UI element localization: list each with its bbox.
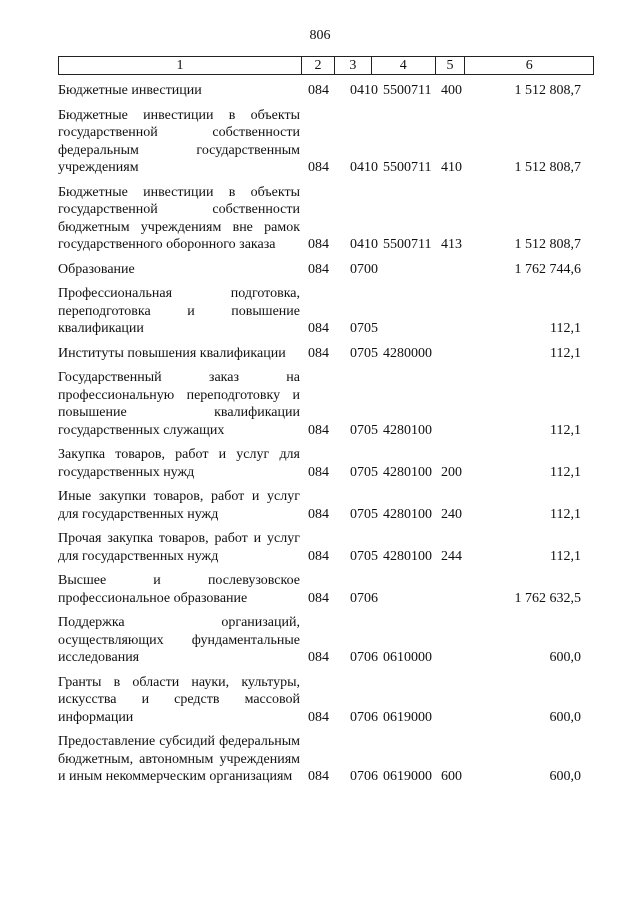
table-row: [58, 488, 618, 523]
row-col-4: 0610000: [383, 650, 432, 665]
row-name: Закупка товаров, работ и услуг для государственных нужд: [58, 447, 300, 480]
table-row: [58, 261, 618, 279]
row-col-3: 0705: [350, 321, 378, 336]
row-col-3: 0706: [350, 650, 378, 665]
table-row: [58, 107, 618, 177]
row-col-3: 0700: [350, 261, 378, 277]
header-col-6: 6: [525, 58, 533, 73]
table-row: [58, 572, 618, 607]
row-name: Институты повышения квалификации: [58, 345, 286, 361]
table-row: [58, 82, 618, 100]
table-header: [58, 56, 594, 75]
row-col-2: 084: [308, 590, 329, 606]
table-row: [58, 446, 618, 481]
row-col-4: 0619000: [383, 769, 432, 784]
row-col-3: 0705: [350, 422, 378, 438]
row-col-4: 5500711: [383, 83, 432, 98]
row-col-5: 400: [441, 83, 462, 98]
row-col-2: 084: [308, 709, 329, 725]
row-col-3: 0705: [350, 464, 378, 480]
row-name: Бюджетные инвестиции в объекты государственной собственности федеральным государственным учреждениям: [58, 107, 300, 175]
row-col-2: 084: [308, 237, 329, 252]
row-name: Государственный заказ на профессиональную переподготовку и повышение квалификации государственных служащих: [58, 370, 300, 438]
row-col-4: 0619000: [383, 709, 432, 725]
table-row: [58, 369, 618, 439]
table-row: [58, 285, 618, 338]
row-col-6: 600,0: [549, 650, 581, 665]
row-col-6: 1 762 632,5: [514, 590, 581, 606]
row-name: Гранты в области науки, культуры, искусства и средств массовой информации: [58, 674, 300, 725]
header-col-5: 5: [436, 57, 466, 74]
table-row: [58, 184, 618, 254]
row-col-3: 0410: [350, 160, 378, 175]
row-col-2: 084: [308, 650, 329, 665]
row-col-2: 084: [308, 321, 329, 336]
row-col-3: 0705: [350, 506, 378, 522]
table-row: [58, 733, 618, 786]
row-col-3: 0410: [350, 237, 378, 252]
row-name: Профессиональная подготовка, переподготовка и повышение квалификации: [58, 286, 300, 336]
row-col-3: 0705: [350, 548, 378, 564]
row-col-4: 5500711: [383, 160, 432, 175]
row-col-5: 200: [441, 464, 462, 480]
row-col-3: 0410: [350, 83, 378, 98]
row-col-6: 112,1: [550, 548, 581, 564]
row-col-2: 084: [308, 160, 329, 175]
row-name: Образование: [58, 261, 135, 277]
header-col-4: 4: [372, 57, 436, 74]
row-col-3: 0706: [350, 590, 378, 606]
row-col-2: 084: [308, 506, 329, 522]
row-col-5: 600: [441, 769, 462, 784]
row-col-6: 1 512 808,7: [514, 237, 581, 252]
row-col-3: 0706: [350, 709, 378, 725]
row-col-2: 084: [308, 261, 329, 277]
row-col-2: 084: [308, 345, 329, 361]
row-name: Бюджетные инвестиции в объекты государственной собственности бюджетным учреждениям вне рамок государственного оборонного заказа: [58, 184, 300, 252]
table-row: [58, 674, 618, 727]
row-col-2: 084: [308, 83, 329, 98]
table-row: [58, 530, 618, 565]
row-col-4: 4280100: [383, 422, 432, 438]
row-col-6: 600,0: [549, 709, 581, 725]
row-col-6: 1 762 744,6: [514, 261, 581, 277]
row-col-5: 413: [441, 237, 462, 252]
row-col-4: 4280100: [383, 548, 432, 564]
table-row: [58, 614, 618, 667]
row-col-6: 1 512 808,7: [514, 160, 581, 175]
row-name: Бюджетные инвестиции: [58, 83, 202, 98]
row-name: Предоставление субсидий федеральным бюджетным, автономным учреждениям и иным некоммерческим организациям: [58, 734, 300, 784]
header-col-1: 1: [59, 57, 302, 74]
row-col-5: 240: [441, 506, 462, 522]
row-col-2: 084: [308, 769, 329, 784]
row-col-4: 4280100: [383, 506, 432, 522]
row-col-6: 600,0: [549, 769, 581, 784]
row-col-6: 112,1: [550, 422, 581, 438]
header-col-3: 3: [335, 57, 372, 74]
row-col-4: 5500711: [383, 237, 432, 252]
row-col-2: 084: [308, 464, 329, 480]
row-col-4: 4280000: [383, 345, 432, 361]
row-col-3: 0706: [350, 769, 378, 784]
row-name: Прочая закупка товаров, работ и услуг для государственных нужд: [58, 531, 300, 564]
row-name: Поддержка организаций, осуществляющих фундаментальные исследования: [58, 615, 300, 665]
row-col-6: 112,1: [550, 345, 581, 361]
table-body: [58, 82, 618, 793]
header-col-2: 2: [302, 57, 335, 74]
row-name: Иные закупки товаров, работ и услуг для государственных нужд: [58, 489, 300, 522]
table-row: [58, 345, 618, 363]
page-number: 806: [309, 28, 331, 43]
row-col-6: 112,1: [550, 464, 581, 480]
row-col-4: 4280100: [383, 464, 432, 480]
row-col-6: 112,1: [550, 506, 581, 522]
row-col-3: 0705: [350, 345, 378, 361]
row-name: Высшее и послевузовское профессиональное образование: [58, 573, 300, 606]
row-col-2: 084: [308, 422, 329, 438]
row-col-6: 112,1: [550, 321, 581, 336]
row-col-6: 1 512 808,7: [514, 83, 581, 98]
row-col-5: 244: [441, 548, 462, 564]
row-col-5: 410: [441, 160, 462, 175]
row-col-2: 084: [308, 548, 329, 564]
